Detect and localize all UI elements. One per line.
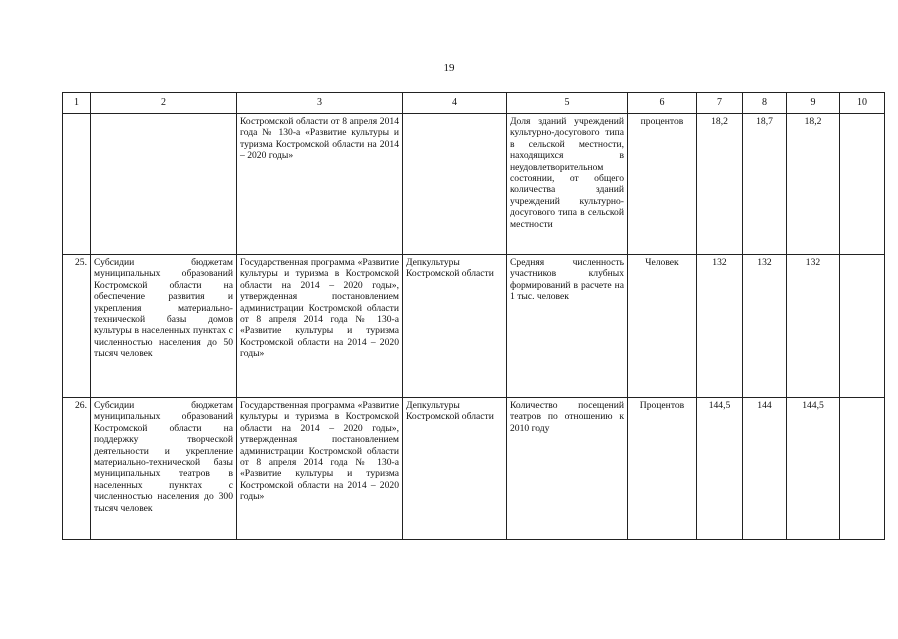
value-cell-9: 132 xyxy=(787,255,840,398)
subsidy-cell: Субсидии бюджетам муниципальных образований Костромской области на обеспечение развития и укрепления материально-технической базы домов культуры в населенных пунктах с численностью населения до 50 тысяч человек xyxy=(91,255,237,398)
page-number: 19 xyxy=(443,62,455,74)
subsidy-cell xyxy=(91,114,237,255)
value-cell-10 xyxy=(840,398,885,540)
program-cell: Костромской области от 8 апреля 2014 года № 130-а «Развитие культуры и туризма Костромской области на 2014 – 2020 годы» xyxy=(237,114,403,255)
indicator-cell: Средняя численность участников клубных формирований в расчете на 1 тыс. человек xyxy=(507,255,628,398)
header-cell: 7 xyxy=(697,93,743,114)
header-cell: 8 xyxy=(743,93,787,114)
table-row xyxy=(63,398,885,540)
department-cell: Депкультуры Костромской области xyxy=(403,255,507,398)
indicators-table xyxy=(62,92,885,540)
header-cell: 10 xyxy=(840,93,885,114)
value-cell-8: 18,7 xyxy=(743,114,787,255)
value-cell-10 xyxy=(840,255,885,398)
header-cell: 2 xyxy=(91,93,237,114)
value-cell-9: 144,5 xyxy=(787,398,840,540)
program-cell: Государственная программа «Развитие культуры и туризма в Костромской области на 2014 – 2020 годы», утвержденная постановлением администрации Костромской области от 8 апреля 2014 года № 130-а «Развитие культуры и туризма Костромской области на 2014 – 2020 годы» xyxy=(237,255,403,398)
header-cell: 6 xyxy=(628,93,697,114)
value-cell-8: 132 xyxy=(743,255,787,398)
value-cell-10 xyxy=(840,114,885,255)
table-row xyxy=(63,114,885,255)
value-cell-8: 144 xyxy=(743,398,787,540)
row-number-cell: 25. xyxy=(63,255,91,398)
row-number-cell xyxy=(63,114,91,255)
program-cell: Государственная программа «Развитие культуры и туризма в Костромской области на 2014 – 2020 годы», утвержденная постановлением администрации Костромской области от 8 апреля 2014 года № 130-а «Развитие культуры и туризма Костромской области на 2014 – 2020 годы» xyxy=(237,398,403,540)
header-cell: 3 xyxy=(237,93,403,114)
value-cell-7: 144,5 xyxy=(697,398,743,540)
value-cell-7: 18,2 xyxy=(697,114,743,255)
indicator-cell: Количество посещений театров по отношению к 2010 году xyxy=(507,398,628,540)
subsidy-cell: Субсидии бюджетам муниципальных образований Костромской области на поддержку творческой деятельности и укрепление материально-технической базы муниципальных театров в населенных пунктах с численностью населения до 300 тысяч человек xyxy=(91,398,237,540)
unit-cell: процентов xyxy=(628,114,697,255)
unit-cell: Процентов xyxy=(628,398,697,540)
department-cell xyxy=(403,114,507,255)
header-cell: 1 xyxy=(63,93,91,114)
value-cell-9: 18,2 xyxy=(787,114,840,255)
department-cell: Депкультуры Костромской области xyxy=(403,398,507,540)
value-cell-7: 132 xyxy=(697,255,743,398)
table-header-row xyxy=(63,93,885,114)
header-cell: 9 xyxy=(787,93,840,114)
indicator-cell: Доля зданий учреждений культурно-досугового типа в сельской местности, находящихся в неудовлетворительном состоянии, от общего количества зданий учреждений культурно-досугового типа в сельской местности xyxy=(507,114,628,255)
header-cell: 4 xyxy=(403,93,507,114)
row-number-cell: 26. xyxy=(63,398,91,540)
table-row xyxy=(63,255,885,398)
header-cell: 5 xyxy=(507,93,628,114)
unit-cell: Человек xyxy=(628,255,697,398)
